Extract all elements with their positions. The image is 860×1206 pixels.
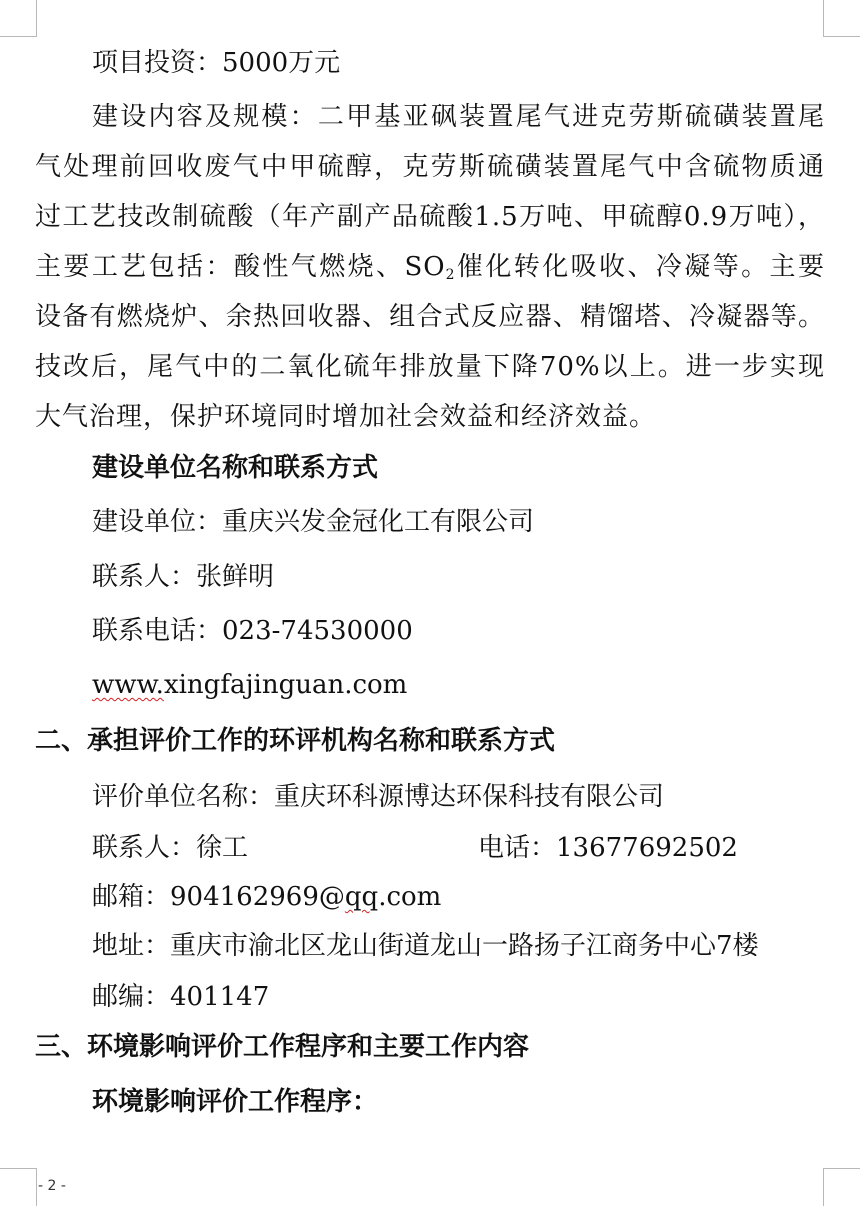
builder-unit: 建设单位：重庆兴发金冠化工有限公司 (92, 507, 535, 537)
builder-website (92, 668, 407, 702)
builder-heading: 建设单位名称和联系方式 (92, 453, 379, 483)
website-prefix: www. (92, 670, 164, 700)
eval-phone: 电话：13677692502 (478, 833, 738, 863)
scope-line-1: 建设内容及规模：二甲基亚砜装置尾气进克劳斯硫磺装置尾 (92, 102, 825, 132)
crop-mark-bottom-right (823, 1168, 860, 1206)
scope-line-7: 大气治理，保护环境同时增加社会效益和经济效益。 (35, 402, 657, 432)
crop-mark-bottom-left (0, 1168, 37, 1206)
so2-subscript: 2 (445, 267, 456, 283)
project-investment: 项目投资：5000万元 (92, 48, 341, 78)
email-prefix: 邮箱：904162969@ (92, 882, 345, 912)
scope-line-4-b: 催化转化吸收、冷凝等。主要 (455, 252, 825, 282)
crop-mark-top-right (823, 0, 860, 37)
eval-email (92, 880, 441, 914)
section-2-heading: 二、承担评价工作的环评机构名称和联系方式 (35, 726, 556, 756)
scope-line-6: 技改后，尾气中的二氧化硫年排放量下降70%以上。进一步实现 (35, 352, 825, 382)
eval-postcode: 邮编：401147 (92, 982, 270, 1012)
email-suffix: .com (378, 882, 442, 912)
builder-phone: 联系电话：023-74530000 (92, 616, 413, 646)
section-3-heading: 三、环境影响评价工作程序和主要工作内容 (35, 1032, 530, 1062)
eval-contact: 联系人：徐工 (92, 833, 249, 863)
email-domain: qq (344, 882, 379, 912)
page-number: - 2 - (38, 1178, 66, 1194)
eval-unit: 评价单位名称：重庆环科源博达环保科技有限公司 (92, 782, 665, 812)
scope-line-2: 气处理前回收废气中甲硫醇，克劳斯硫磺装置尾气中含硫物质通 (35, 152, 825, 182)
section-3-subheading: 环境影响评价工作程序： (92, 1087, 379, 1117)
scope-line-3: 过工艺技改制硫酸（年产副产品硫酸1.5万吨、甲硫醇0.9万吨）， (35, 202, 825, 232)
builder-contact: 联系人：张鲜明 (92, 562, 275, 592)
website-suffix: .com (344, 670, 408, 700)
website-domain: xingfajinguan (163, 670, 345, 700)
scope-line-5: 设备有燃烧炉、余热回收器、组合式反应器、精馏塔、冷凝器等。 (35, 302, 825, 332)
eval-address: 地址：重庆市渝北区龙山街道龙山一路扬子江商务中心7楼 (92, 931, 759, 961)
scope-line-4 (35, 250, 825, 292)
crop-mark-top-left (0, 0, 37, 37)
scope-line-4-a: 主要工艺包括：酸性气燃烧、SO (35, 252, 446, 282)
